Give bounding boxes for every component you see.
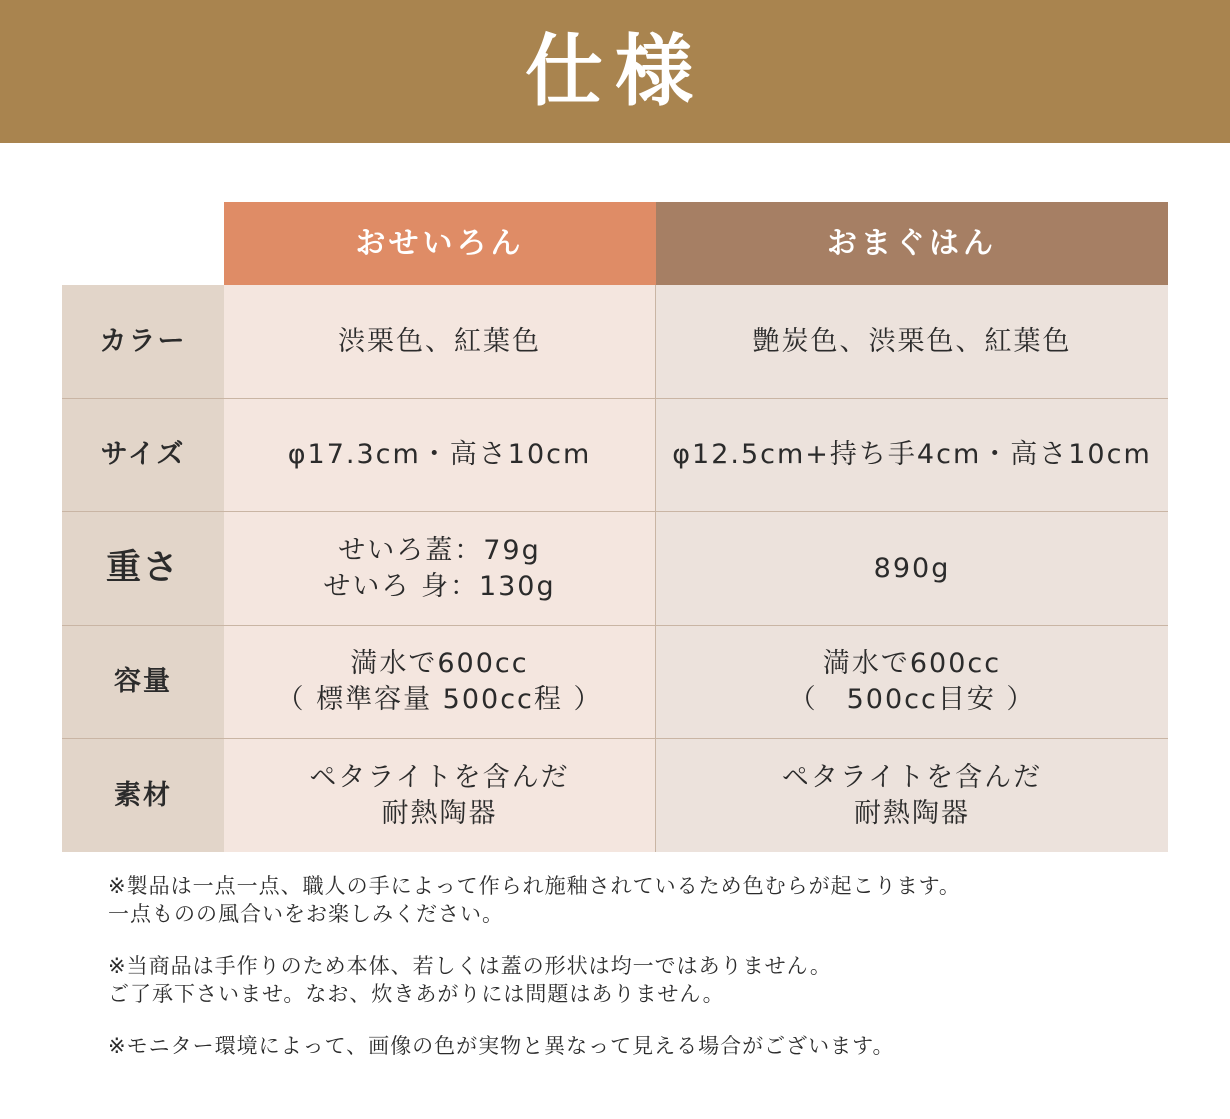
cell-text: 艶炭色、渋栗色、紅葉色	[752, 325, 1072, 357]
cell-text-line: ペタライトを含んだ	[781, 761, 1043, 793]
cell-text: φ12.5cm+持ち手4cm・高さ10cm	[672, 439, 1152, 471]
cell-text-line: 耐熱陶器	[854, 797, 970, 829]
cell-size-omaguhan	[656, 398, 1168, 511]
note-line: ご了承下さいませ。なお、炊きあがりには問題はありません。	[108, 982, 725, 1006]
note-color-variation	[108, 872, 1188, 928]
page-title: 仕様	[524, 26, 705, 117]
cell-weight-oseiron	[224, 511, 656, 625]
column-header-oseiron: おせいろん	[224, 202, 656, 285]
cell-text-line: （ 標準容量 500cc程 ）	[276, 684, 603, 715]
cell-text-line: 満水で600cc	[822, 648, 1002, 680]
cell-text-line: 耐熱陶器	[381, 797, 498, 829]
cell-capacity-oseiron	[224, 625, 656, 738]
row-label-color: カラー	[62, 285, 224, 398]
cell-text: 890g	[873, 552, 951, 584]
note-line: ※製品は一点一点、職人の手によって作られ施釉されているため色むらが起こります。	[108, 874, 961, 898]
notes-section	[108, 872, 1188, 1084]
cell-text-line: ペタライトを含んだ	[309, 761, 570, 793]
cell-text-line: （ 500cc目安 ）	[788, 684, 1036, 715]
cell-material-omaguhan	[656, 738, 1168, 852]
cell-color-omaguhan	[656, 285, 1168, 398]
row-label-material: 素材	[62, 738, 224, 852]
cell-size-oseiron	[224, 398, 656, 511]
cell-text: 渋栗色、紅葉色	[338, 325, 541, 357]
cell-text-line: 満水で600cc	[350, 648, 529, 680]
row-label-capacity: 容量	[62, 625, 224, 738]
cell-color-oseiron	[224, 285, 656, 398]
cell-capacity-omaguhan	[656, 625, 1168, 738]
row-label-size: サイズ	[62, 398, 224, 511]
cell-weight-omaguhan	[656, 511, 1168, 625]
cell-material-oseiron	[224, 738, 656, 852]
header-banner	[0, 0, 1230, 143]
cell-text: φ17.3cm・高さ10cm	[287, 439, 592, 471]
note-line: ※当商品は手作りのため本体、若しくは蓋の形状は均一ではありません。	[108, 954, 832, 978]
row-label-weight: 重さ	[62, 511, 224, 625]
table-corner	[62, 202, 224, 285]
spec-table	[62, 202, 1168, 852]
cell-text-line: せいろ蓋：79g	[338, 534, 541, 566]
note-monitor-color	[108, 1032, 1188, 1060]
note-line: ※モニター環境によって、画像の色が実物と異なって見える場合がございます。	[108, 1034, 895, 1058]
cell-text-line: せいろ 身：130g	[323, 570, 556, 602]
note-line: 一点ものの風合いをお楽しみください。	[108, 902, 504, 926]
note-handmade-shape	[108, 952, 1188, 1008]
column-header-omaguhan: おまぐはん	[656, 202, 1168, 285]
